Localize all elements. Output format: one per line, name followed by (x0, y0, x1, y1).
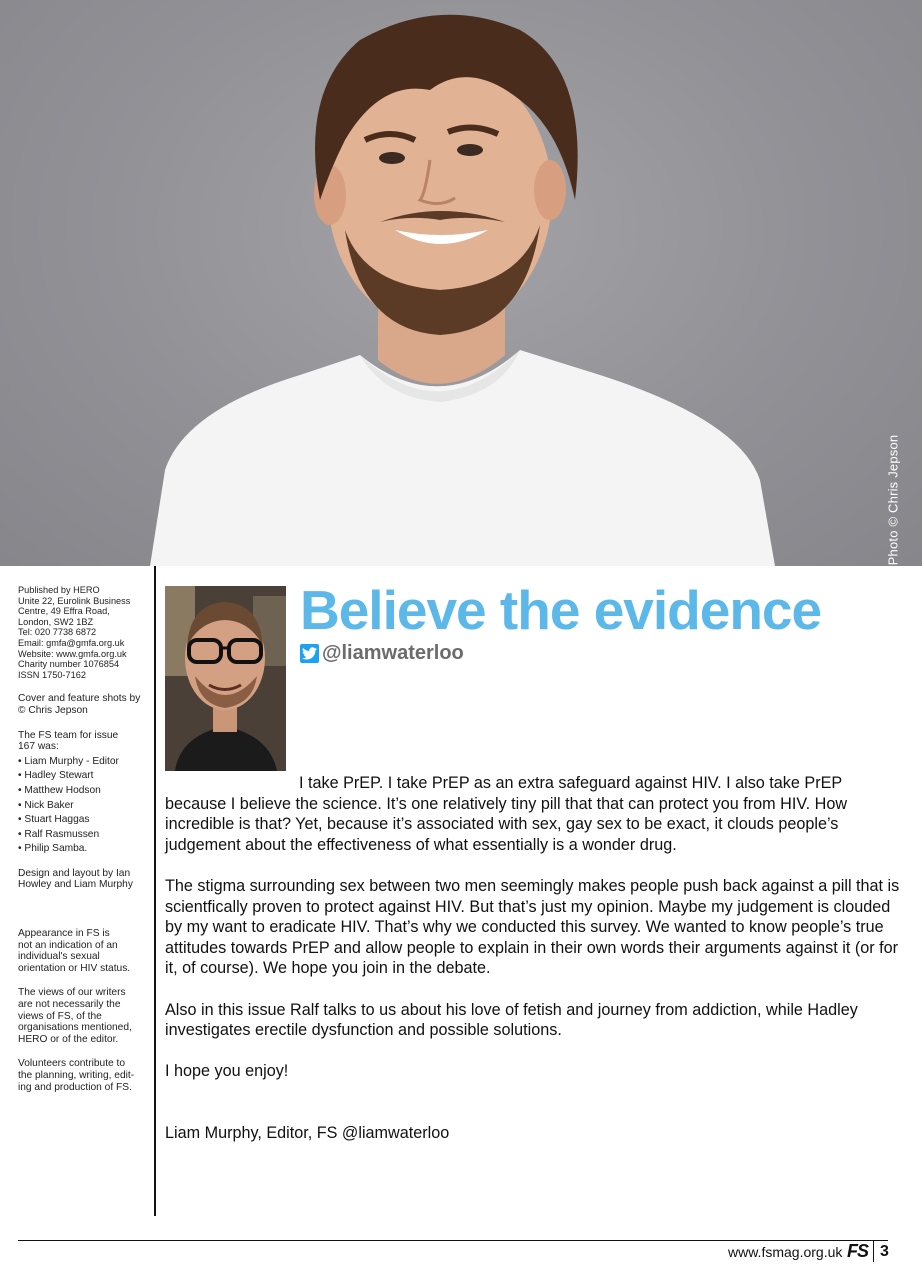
twitter-handle-row (300, 642, 464, 665)
publisher-line: Unite 22, Eurolink Business (18, 595, 131, 606)
disclaimer-line: orientation or HIV status. (18, 962, 131, 974)
disclaimer-line: organisations mentioned, (18, 1022, 132, 1034)
publisher-line: Charity number 1076854 (18, 659, 120, 670)
team-member: • Stuart Haggas (18, 814, 90, 826)
design-credit-line: Design and layout by Ian (18, 867, 131, 879)
footer-url[interactable]: www.fsmag.org.uk (728, 1244, 843, 1260)
design-credit (18, 868, 144, 891)
volunteers-note (18, 1058, 144, 1093)
article-body (165, 773, 900, 1164)
article-title: Believe the evidence (300, 579, 822, 641)
disclaimer-line: individual's sexual (18, 951, 100, 963)
publisher-line: ISSN 1750-7162 (18, 669, 86, 680)
publisher-line: Tel: 020 7738 6872 (18, 627, 97, 638)
appearance-disclaimer (18, 928, 144, 974)
hero-photo (0, 0, 922, 566)
masthead-sidebar (18, 585, 144, 1106)
design-credit-line: Howley and Liam Murphy (18, 879, 133, 891)
team-member: • Hadley Stewart (18, 770, 94, 782)
team-member: • Matthew Hodson (18, 784, 101, 796)
disclaimer-line: HERO or of the editor. (18, 1033, 119, 1045)
column-divider (154, 566, 156, 1216)
volunteers-line: ing and production of FS. (18, 1081, 132, 1093)
volunteers-line: Volunteers contribute to (18, 1058, 126, 1070)
publisher-line: Published by HERO (18, 585, 100, 595)
disclaimer-line: not an indication of an (18, 939, 118, 951)
disclaimer-line: Appearance in FS is (18, 928, 110, 940)
footer-logo: FS (847, 1241, 869, 1261)
footer-separator (873, 1241, 874, 1262)
team-member: • Ralf Rasmussen (18, 828, 100, 840)
publisher-line: Centre, 49 Effra Road, (18, 606, 110, 617)
cover-credit-line: © Chris Jepson (18, 704, 88, 716)
article-signature: Liam Murphy, Editor, FS @liamwaterloo (165, 1123, 450, 1142)
team-member: • Nick Baker (18, 799, 74, 811)
article-paragraph: I take PrEP. I take PrEP as an extra safeguard against HIV. I also take PrEP because I believe the science. It’s one relatively tiny pill that that can protect you from HIV. How incredible is that? Yet, because it’s associated with sex, gay sex to be exact, it clouds people’s judgement about the effectiveness of what essentially is a wonder drug. (165, 774, 848, 854)
team-member: • Liam Murphy - Editor (18, 755, 119, 767)
author-photo (165, 586, 286, 771)
disclaimer-line: The views of our writers (18, 987, 126, 999)
disclaimer-line: are not necessarily the (18, 999, 121, 1011)
publisher-info (18, 585, 144, 680)
cover-credit-line: Cover and feature shots by (18, 693, 141, 705)
article-paragraph: The stigma surrounding sex between two men seemingly makes people push back against a pill that is scientfically proven to protect against HIV. But that’s just my opinion. Maybe my judgement is clouded by my want to eradicate HIV. That’s why we conducted this survey. We wanted to know people’s true attitudes towards PrEP and allow people to explain in their own words their arguments against it (or for it, of course). We hope you join in the debate. (165, 876, 900, 978)
views-disclaimer (18, 987, 144, 1045)
hero-portrait-illustration (0, 0, 922, 566)
page-number: 3 (880, 1243, 889, 1260)
article-paragraph: Also in this issue Ralf talks to us about his love of fetish and journey from addiction, while Hadley investigates erectile dysfunction and possible solutions. (165, 1000, 858, 1040)
twitter-handle[interactable]: @liamwaterloo (322, 642, 464, 664)
volunteers-line: the planning, writing, edit- (18, 1070, 135, 1081)
team-intro-line: The FS team for issue (18, 729, 119, 741)
twitter-icon (300, 644, 319, 663)
footer-rule (18, 1240, 888, 1241)
team-member: • Philip Samba. (18, 843, 88, 855)
publisher-line: Website: www.gmfa.org.uk (18, 648, 127, 659)
photo-credit: Photo © Chris Jepson (885, 434, 901, 566)
article-paragraph: I hope you enjoy! (165, 1062, 289, 1081)
team-intro-line: 167 was: (18, 741, 59, 753)
team-list (18, 730, 144, 855)
publisher-line: Email: gmfa@gmfa.org.uk (18, 637, 125, 648)
publisher-line: London, SW2 1BZ (18, 616, 94, 627)
cover-credit (18, 693, 144, 716)
author-portrait-illustration (165, 586, 286, 771)
disclaimer-line: views of FS, of the (18, 1010, 102, 1022)
